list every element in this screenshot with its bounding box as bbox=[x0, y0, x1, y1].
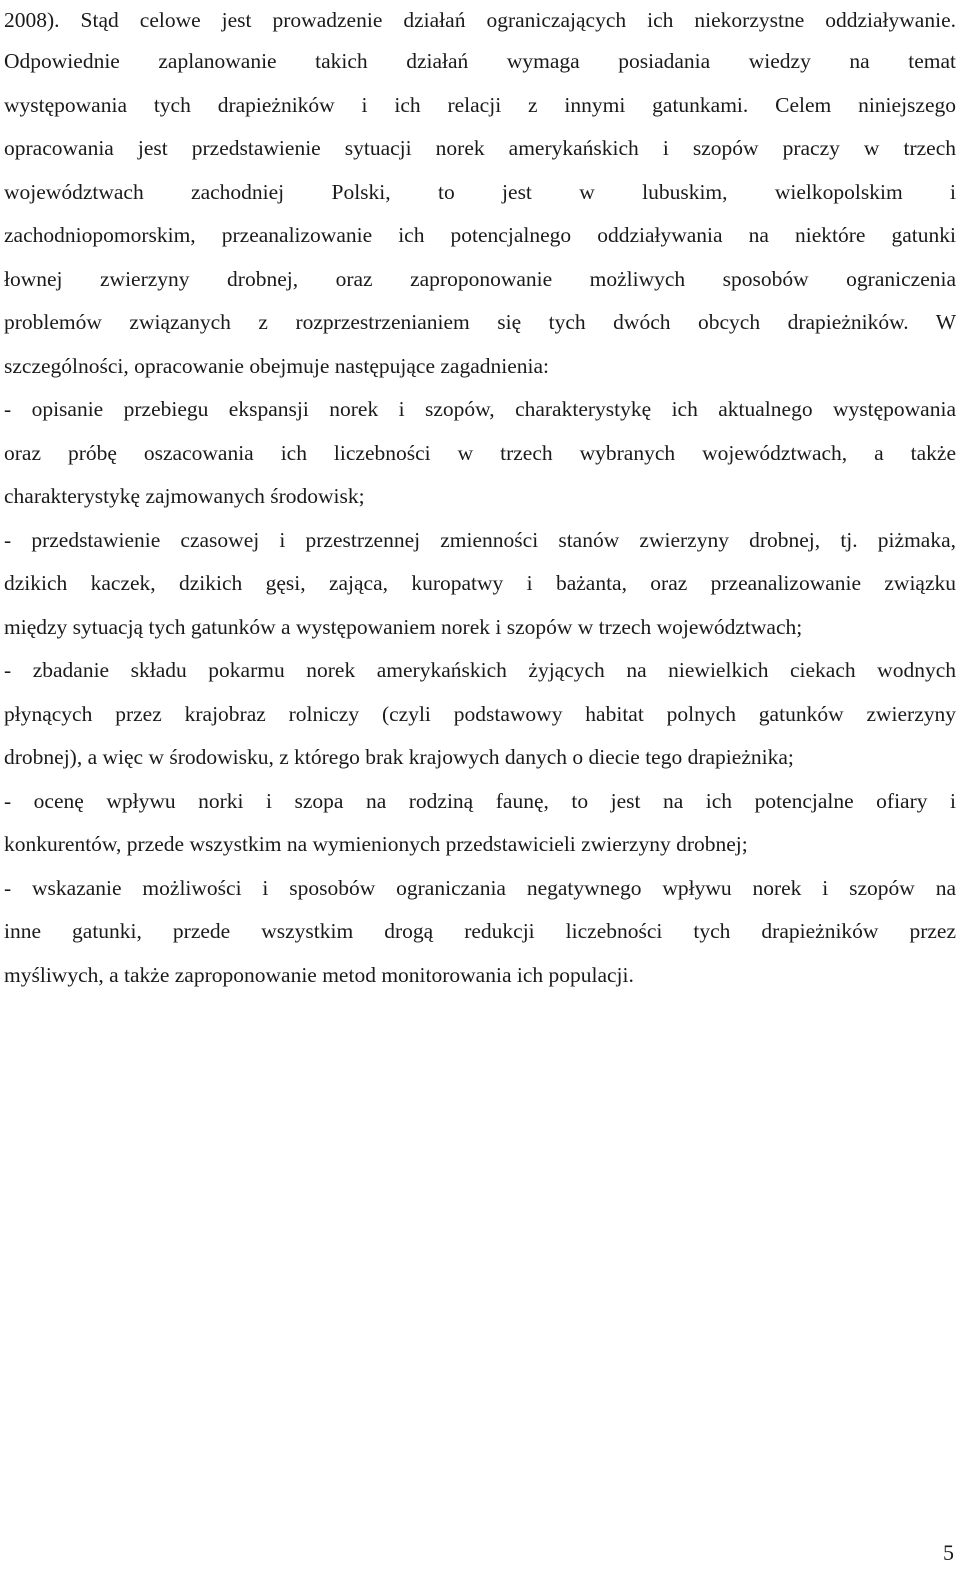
text-line: występowania tych drapieżników i ich relacji z innymi gatunkami. Celem niniejszego bbox=[4, 92, 956, 117]
page-number: 5 bbox=[943, 1540, 954, 1565]
text-line: - ocenę wpływu norki i szopa na rodziną faunę, to jest na ich potencjalne ofiary i bbox=[4, 788, 956, 813]
text-line: - przedstawienie czasowej i przestrzennej zmienności stanów zwierzyny drobnej, tj. piżmaka, bbox=[4, 527, 956, 552]
text-line: dzikich kaczek, dzikich gęsi, zająca, kuropatwy i bażanta, oraz przeanalizowanie związku bbox=[4, 571, 956, 595]
text-line: inne gatunki, przede wszystkim drogą redukcji liczebności tych drapieżników przez bbox=[4, 919, 956, 943]
text-line: charakterystykę zajmowanych środowisk; bbox=[4, 484, 365, 508]
text-line: Odpowiednie zaplanowanie takich działań wymaga posiadania wiedzy na temat bbox=[4, 49, 956, 73]
text-line: - wskazanie możliwości i sposobów ograniczania negatywnego wpływu norek i szopów na bbox=[4, 875, 956, 900]
text-line: drobnej), a więc w środowisku, z którego brak krajowych danych o diecie tego drapieżnika; bbox=[4, 745, 794, 769]
text-line: - zbadanie składu pokarmu norek amerykańskich żyjących na niewielkich ciekach wodnych bbox=[4, 658, 956, 682]
document-body bbox=[4, 0, 956, 997]
text-line: szczególności, opracowanie obejmuje następujące zagadnienia: bbox=[4, 353, 550, 378]
text-line: płynących przez krajobraz rolniczy (czyli podstawowy habitat polnych gatunków zwierzyny bbox=[4, 701, 956, 726]
text-line: opracowania jest przedstawienie sytuacji norek amerykańskich i szopów praczy w trzech bbox=[4, 136, 956, 160]
text-line: łownej zwierzyny drobnej, oraz zaproponowanie możliwych sposobów ograniczenia bbox=[4, 266, 956, 291]
text-line: oraz próbę oszacowania ich liczebności w trzech wybranych województwach, a także bbox=[4, 440, 956, 465]
text-line: między sytuacją tych gatunków a występowaniem norek i szopów w trzech województwach; bbox=[4, 614, 803, 639]
text-line: województwach zachodniej Polski, to jest w lubuskim, wielkopolskim i bbox=[4, 179, 956, 204]
text-line: 2008). Stąd celowe jest prowadzenie działań ograniczających ich niekorzystne oddziaływanie. bbox=[4, 8, 956, 32]
text-line: zachodniopomorskim, przeanalizowanie ich potencjalnego oddziaływania na niektóre gatunki bbox=[4, 223, 956, 247]
text-line: konkurentów, przede wszystkim na wymienionych przedstawicieli zwierzyny drobnej; bbox=[4, 832, 748, 856]
text-line: - opisanie przebiegu ekspansji norek i szopów, charakterystykę ich aktualnego występowania bbox=[4, 397, 956, 421]
text-line: myśliwych, a także zaproponowanie metod monitorowania ich populacji. bbox=[4, 962, 634, 987]
text-line: problemów związanych z rozprzestrzenianiem się tych dwóch obcych drapieżników. W bbox=[4, 310, 956, 334]
